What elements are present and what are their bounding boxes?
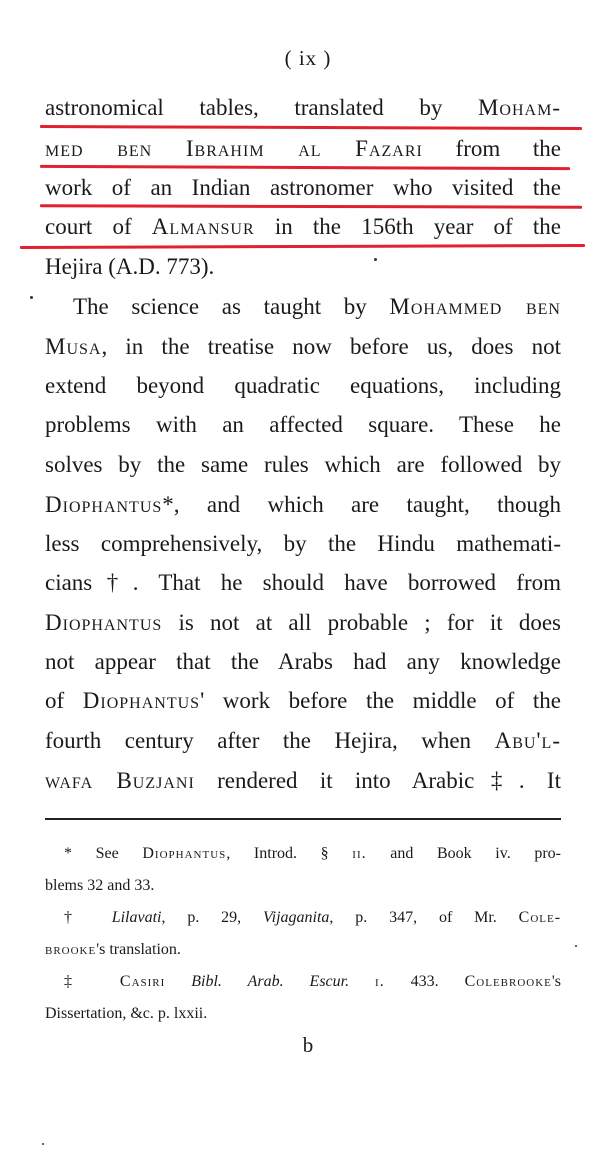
- text-line: [45, 686, 561, 716]
- text-run: astronomical tables, translated by: [45, 95, 478, 120]
- text-line: [45, 490, 561, 520]
- red-underline: [40, 165, 570, 170]
- text-line: [45, 766, 561, 796]
- scan-speck: [42, 1143, 44, 1145]
- name-small-caps: Moham-: [477, 95, 561, 120]
- text-line: [45, 332, 561, 362]
- text-run: †: [64, 909, 112, 926]
- text-run: ‡: [64, 973, 120, 990]
- name-small-caps: wafa Buzjani: [45, 768, 195, 793]
- roman-numeral: ii.: [352, 845, 367, 862]
- name-small-caps: Diophantus: [45, 610, 163, 635]
- footnote-line: [64, 906, 561, 930]
- text-run: The science as taught by: [73, 294, 390, 319]
- name-small-caps: Diophantus: [142, 845, 227, 862]
- text-line: [45, 93, 561, 123]
- text-run: [165, 973, 191, 990]
- text-run: ' work before the middle of the: [200, 688, 561, 713]
- text-run: *, and which are taught, though: [162, 492, 561, 517]
- name-small-caps: brooke: [45, 941, 97, 958]
- footnote-line: [45, 1002, 561, 1026]
- text-line: [45, 134, 561, 164]
- text-run: , in the treatise now before us, does not: [101, 334, 561, 359]
- text-line: [45, 726, 561, 756]
- text-run: fourth century after the Hejira, when: [45, 728, 495, 753]
- name-small-caps: Cole-: [518, 909, 562, 926]
- text-line: [45, 252, 561, 282]
- name-small-caps: Abu'l-: [494, 728, 561, 753]
- text-line: [45, 371, 561, 401]
- page-number: ( ix ): [284, 46, 332, 70]
- text-run: from the: [422, 136, 561, 161]
- text-run: * See: [64, 845, 143, 862]
- text-run: rendered it into Arabic‡. It: [194, 768, 561, 793]
- footnote-line: [45, 874, 561, 898]
- text-line: [45, 450, 561, 480]
- text-run: of: [45, 688, 83, 713]
- red-underline: [20, 244, 585, 249]
- text-run: is not at all probable ; for it does: [162, 610, 561, 635]
- signature-mark: b: [302, 1033, 314, 1057]
- text-run: , Introd. §: [226, 845, 353, 862]
- name-small-caps: Casiri: [119, 973, 166, 990]
- text-line: [45, 608, 561, 638]
- name-small-caps: Colebrooke: [464, 973, 552, 990]
- text-run: in the 156th year of the: [254, 214, 561, 239]
- footnote-line: [64, 842, 561, 866]
- text-run: 433.: [384, 973, 465, 990]
- text-run: blems 32 and 33.: [45, 877, 155, 894]
- footnote-separator: [45, 818, 561, 820]
- red-underline: [40, 204, 582, 208]
- text-line: [45, 173, 561, 203]
- text-run: work of an Indian astronomer who visited the: [45, 175, 561, 200]
- scan-speck: [575, 945, 577, 947]
- text-line: [45, 410, 561, 440]
- text-run: less comprehensively, by the Hindu mathemati-: [45, 531, 561, 556]
- title-italic: Vijaganita: [263, 909, 330, 926]
- text-run: , p. 29,: [161, 909, 264, 926]
- text-line: [45, 647, 561, 677]
- text-run: 's: [551, 973, 562, 990]
- name-small-caps: Diophantus: [45, 492, 163, 517]
- text-line: [45, 568, 561, 598]
- name-small-caps: Almansur: [151, 214, 255, 239]
- red-underline: [40, 125, 582, 130]
- text-line: [45, 212, 561, 242]
- name-small-caps: Mohammed ben: [389, 294, 561, 319]
- text-run: solves by the same rules which are followed by: [45, 452, 561, 477]
- text-run: Hejira (A.D. 773).: [45, 254, 215, 279]
- text-run: not appear that the Arabs had any knowledge: [45, 649, 561, 674]
- text-run: Dissertation, &c. p. lxxii.: [45, 1005, 208, 1022]
- title-italic: Bibl. Arab. Escur.: [191, 973, 350, 990]
- footnote-line: [45, 938, 561, 962]
- text-run: and Book iv. pro-: [366, 845, 561, 862]
- roman-numeral: i.: [375, 973, 385, 990]
- text-run: 's translation.: [96, 941, 181, 958]
- scan-speck: [30, 296, 33, 299]
- scan-speck: [374, 258, 377, 261]
- text-run: extend beyond quadratic equations, including: [45, 373, 561, 398]
- text-run: , p. 347, of Mr.: [329, 909, 519, 926]
- text-run: problems with an affected square. These he: [45, 412, 561, 437]
- name-small-caps: Musa: [45, 334, 102, 359]
- text-run: [349, 973, 375, 990]
- name-small-caps: med ben Ibrahim al Fazari: [45, 136, 423, 161]
- title-italic: Lilavati: [111, 909, 162, 926]
- footnote-line: [64, 970, 561, 994]
- text-run: court of: [45, 214, 152, 239]
- text-run: cians†. That he should have borrowed from: [45, 570, 561, 595]
- text-line: [45, 529, 561, 559]
- name-small-caps: Diophantus: [82, 688, 201, 713]
- paragraph-first-line: [73, 292, 561, 322]
